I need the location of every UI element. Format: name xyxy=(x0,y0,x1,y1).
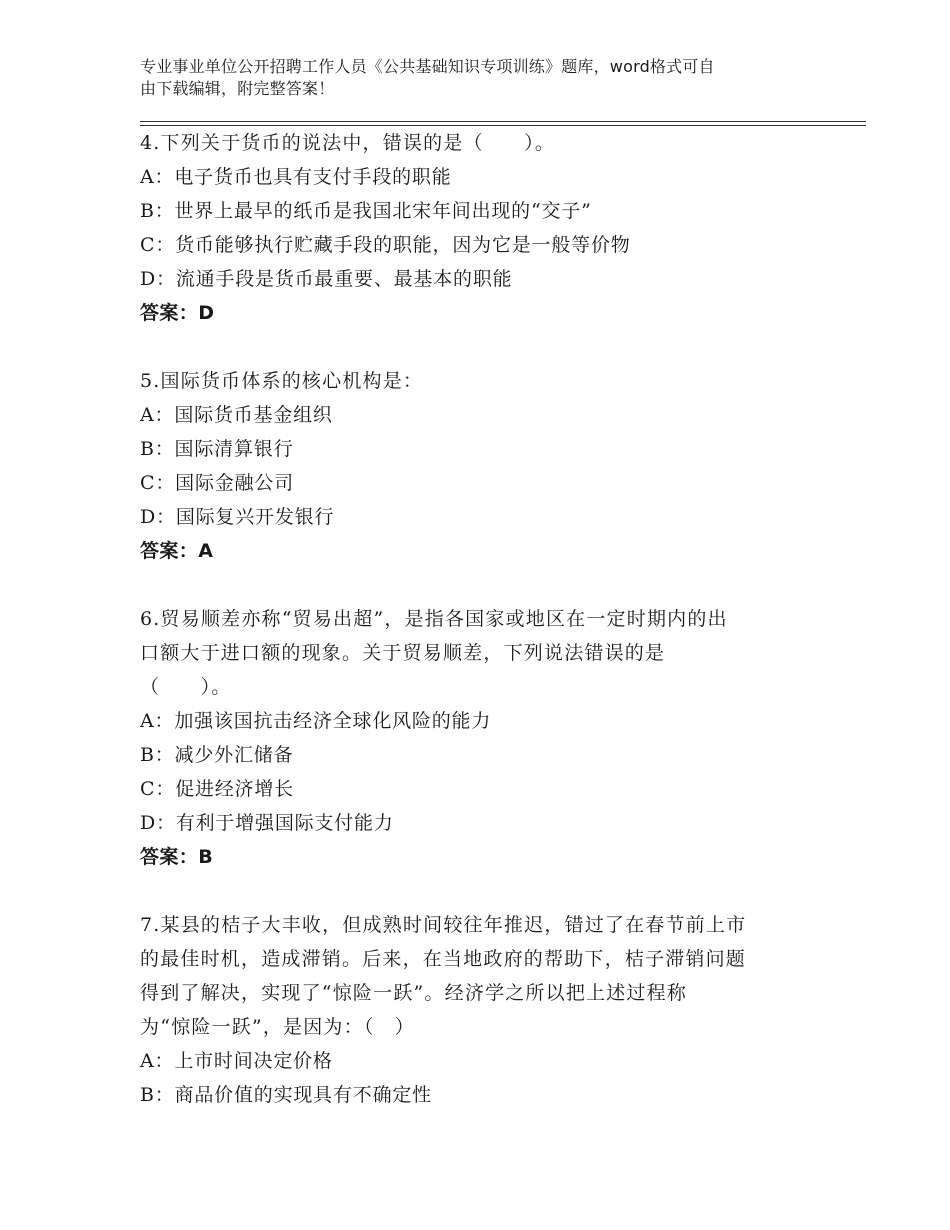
question-stem-line-1: 7.某县的桔子大丰收，但成熟时间较往年推迟，错过了在春节前上市 xyxy=(140,914,747,936)
question-stem-line-4: 为“惊险一跃”，是因为：（ ） xyxy=(140,1016,415,1038)
header-rule-top xyxy=(140,121,866,122)
answer-label: 答案：A xyxy=(140,540,214,562)
question-stem-line-2: 口额大于进口额的现象。关于贸易顺差，下列说法错误的是 xyxy=(140,642,666,664)
option-b: B：商品价值的实现具有不确定性 xyxy=(140,1084,432,1106)
answer-label: 答案：D xyxy=(140,302,215,324)
question-stem: 5.国际货币体系的核心机构是： xyxy=(140,370,424,392)
option-a: A：上市时间决定价格 xyxy=(140,1050,333,1072)
question-stem-line-3: （ ）。 xyxy=(140,676,232,698)
question-stem: 4.下列关于货币的说法中，错误的是（ ）。 xyxy=(140,132,556,154)
question-7 xyxy=(140,908,840,1112)
option-a: A：国际货币基金组织 xyxy=(140,404,333,426)
spacer xyxy=(140,330,840,364)
option-c: C：货币能够执行贮藏手段的职能，因为它是一般等价物 xyxy=(140,234,631,256)
question-list xyxy=(140,126,840,1112)
question-stem-line-1: 6.贸易顺差亦称“贸易出超”，是指各国家或地区在一定时期内的出 xyxy=(140,608,728,630)
question-stem-line-3: 得到了解决，实现了“惊险一跃”。经济学之所以把上述过程称 xyxy=(140,982,688,1004)
option-b: B：国际清算银行 xyxy=(140,438,294,460)
option-d: D：有利于增强国际支付能力 xyxy=(140,812,394,834)
question-4 xyxy=(140,126,840,330)
option-d: D：流通手段是货币最重要、最基本的职能 xyxy=(140,268,513,290)
question-stem-line-2: 的最佳时机，造成滞销。后来，在当地政府的帮助下，桔子滞销问题 xyxy=(140,948,747,970)
option-d: D：国际复兴开发银行 xyxy=(140,506,335,528)
option-b: B：减少外汇储备 xyxy=(140,744,294,766)
answer-label: 答案：B xyxy=(140,846,214,868)
header-line-1: 专业事业单位公开招聘工作人员《公共基础知识专项训练》题库，word格式可自 xyxy=(140,57,715,76)
option-a: A：加强该国抗击经济全球化风险的能力 xyxy=(140,710,492,732)
option-c: C：国际金融公司 xyxy=(140,472,294,494)
header-line-2: 由下载编辑，附完整答案！ xyxy=(140,79,335,98)
option-a: A：电子货币也具有支付手段的职能 xyxy=(140,166,452,188)
option-b: B：世界上最早的纸币是我国北宋年间出现的“交子” xyxy=(140,200,592,222)
option-c: C：促进经济增长 xyxy=(140,778,294,800)
spacer xyxy=(140,568,840,602)
document-header xyxy=(140,56,820,100)
spacer xyxy=(140,874,840,908)
question-5 xyxy=(140,364,840,568)
question-6 xyxy=(140,602,840,874)
